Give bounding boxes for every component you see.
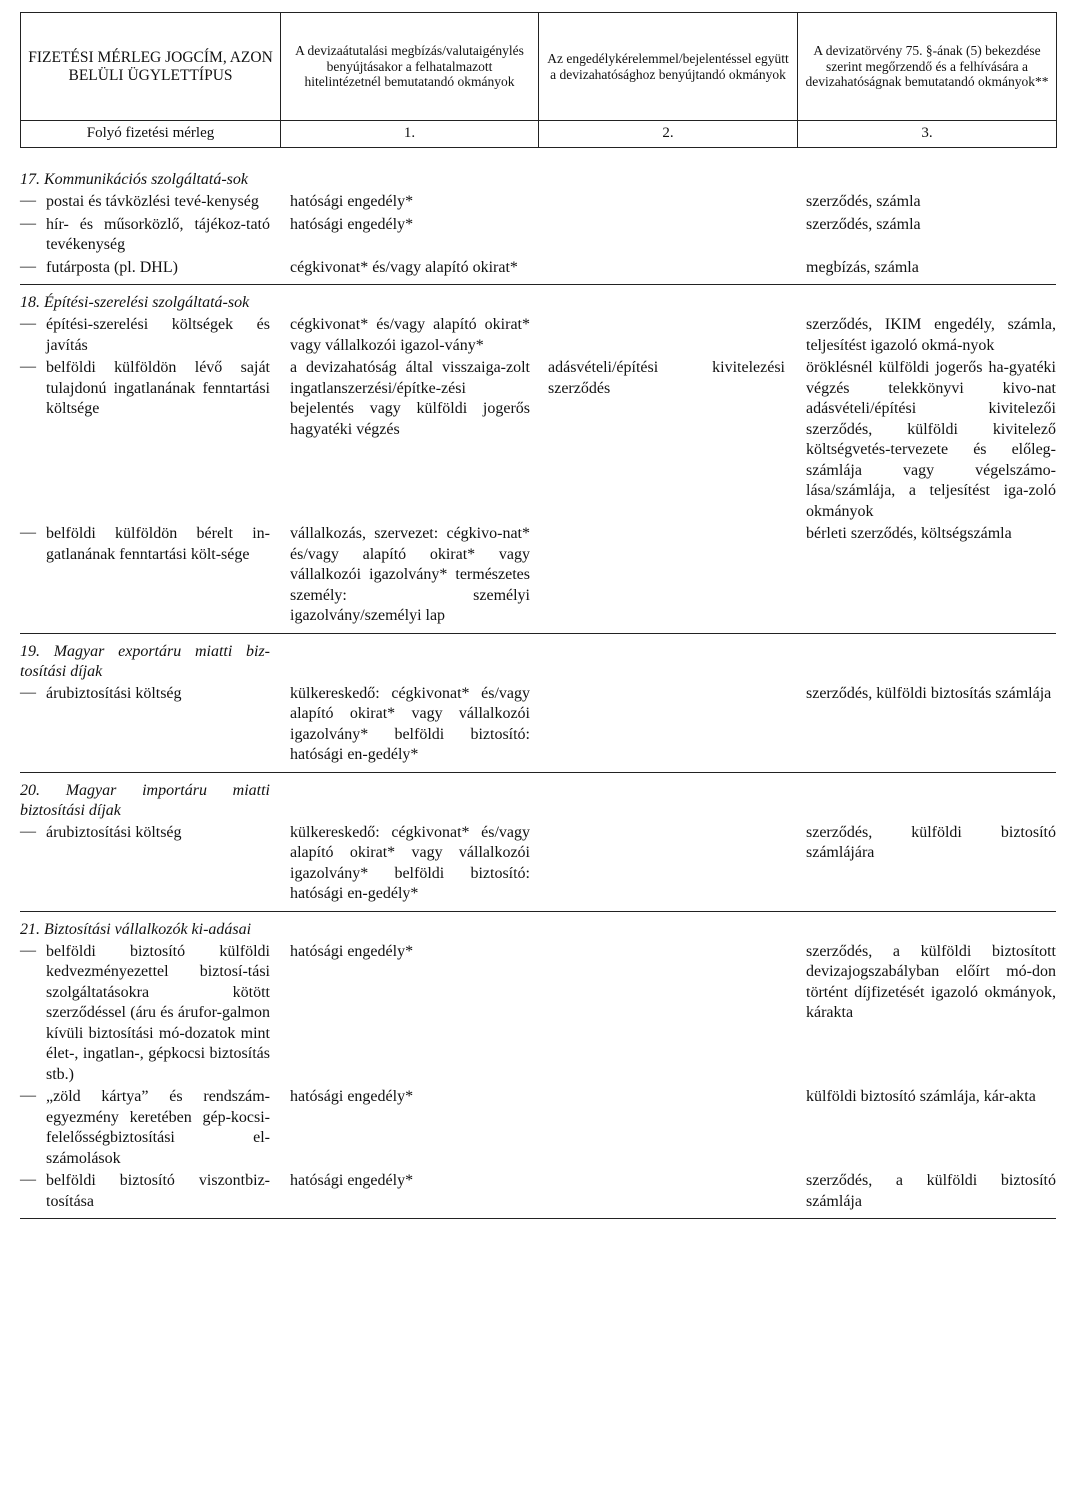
row-label-cell bbox=[20, 258, 270, 279]
row-label-cell bbox=[20, 1171, 270, 1212]
row-label: hír- és műsorközlő, tájékoz-tató tevékenység bbox=[46, 215, 270, 253]
table-row bbox=[20, 1087, 1056, 1169]
row-c3-cell: szerződés, külföldi biztosító számlájára bbox=[806, 823, 1056, 861]
section-title: 20. Magyar importáru miatti biztosítási díjak bbox=[20, 781, 270, 819]
row-label: építési-szerelési költségek és javítás bbox=[46, 316, 270, 354]
row-label: árubiztosítási költség bbox=[46, 684, 182, 702]
row-label: belföldi biztosító külföldi kedvezményezettel biztosí-tási szolgáltatásokra kötött szerződéssel (áru és árufor-galmon kívüli biztosítási mó-dozatok mint élet-, ingatlan-, gépkocsi biztosítás stb.) bbox=[46, 942, 270, 1083]
row-dash: — bbox=[20, 941, 36, 959]
header-col1: A devizaátutalási megbízás/valutaigénylés benyújtásakor a felhatalmazott hitelintézetnél bemutatandó okmányok bbox=[281, 13, 539, 121]
row-c3-cell: szerződés, számla bbox=[806, 215, 921, 233]
table-row bbox=[20, 942, 1056, 1086]
row-c1-cell: cégkivonat* és/vagy alapító okirat* vagy vállalkozói igazol-vány* bbox=[290, 316, 530, 354]
row-label: árubiztosítási költség bbox=[46, 823, 182, 841]
header-col3: A devizatörvény 75. §-ának (5) bekezdése szerint megőrzendő és a felhívására a devizahatóságnak bemutatandó okmányok** bbox=[798, 13, 1057, 121]
row-c1-cell: a devizahatóság által visszaiga-zolt ingatlanszerzési/építke-zési bejelentés vagy külföldi jogerős hagyatéki végzés bbox=[290, 359, 530, 438]
table-row bbox=[20, 1171, 1056, 1212]
row-c3-cell: szerződés, a külföldi biztosító számlája bbox=[806, 1172, 1056, 1210]
table-row bbox=[20, 524, 1056, 627]
row-c1-cell: vállalkozás, szervezet: cégkivo-nat* és/vagy alapító okirat* vagy vállalkozói igazolvány* természetes személy: személyi igazolvány/személyi lap bbox=[290, 525, 530, 624]
row-c3-cell: szerződés, a külföldi biztosított devizajogszabályban előírt mó-don történt díjfizetését igazoló okmányok, kárakta bbox=[806, 942, 1056, 1021]
row-dash: — bbox=[20, 358, 36, 375]
row-c1-cell: hatósági engedély* bbox=[290, 942, 414, 960]
row-c3-cell: szerződés, számla bbox=[806, 193, 921, 210]
section-title: 21. Biztosítási vállalkozók ki-adásai bbox=[20, 920, 252, 938]
header-col2: Az engedélykérelemmel/bejelentéssel együtt a devizahatósághoz benyújtandó okmányok bbox=[539, 13, 798, 121]
row-c1-cell: hatósági engedély* bbox=[290, 215, 414, 233]
row-c1-cell: hatósági engedély* bbox=[290, 193, 414, 210]
section-title: 17. Kommunikációs szolgáltatá-sok bbox=[20, 171, 248, 188]
row-c3-cell: szerződés, külföldi biztosítás számlája bbox=[806, 684, 1052, 702]
table-row bbox=[20, 823, 1056, 905]
row-dash: — bbox=[20, 524, 36, 541]
row-label: futárposta (pl. DHL) bbox=[46, 258, 178, 276]
row-c1-cell: cégkivonat* és/vagy alapító okirat* bbox=[290, 258, 518, 276]
row-c1-cell: hatósági engedély* bbox=[290, 1088, 414, 1105]
row-label-cell bbox=[20, 215, 270, 256]
document-page bbox=[20, 12, 1056, 1219]
section bbox=[20, 285, 1056, 634]
sections-container bbox=[20, 148, 1056, 1219]
header-table bbox=[20, 12, 1057, 148]
row-dash: — bbox=[20, 1087, 36, 1104]
header-sub3: 3. bbox=[798, 121, 1057, 148]
row-label-cell bbox=[20, 823, 270, 844]
row-dash: — bbox=[20, 257, 36, 275]
row-c3-cell: megbízás, számla bbox=[806, 258, 919, 276]
row-dash: — bbox=[20, 214, 36, 232]
header-sub0: Folyó fizetési mérleg bbox=[21, 121, 281, 148]
row-label: belföldi külföldön lévő saját tulajdonú ingatlanának fenntartási költsége bbox=[46, 359, 270, 417]
header-col0: FIZETÉSI MÉRLEG JOGCÍM, AZON BELÜLI ÜGYLETTÍPUS bbox=[21, 13, 281, 121]
table-row bbox=[20, 358, 1056, 522]
header-sub1: 1. bbox=[281, 121, 539, 148]
row-dash: — bbox=[20, 192, 36, 209]
row-c1-cell: külkereskedő: cégkivonat* és/vagy alapító okirat* vagy vállalkozói igazolvány* belföldi biztosító: hatósági en-gedély* bbox=[290, 823, 530, 902]
table-row bbox=[20, 684, 1056, 766]
section bbox=[20, 912, 1056, 1220]
section bbox=[20, 773, 1056, 912]
row-label: belföldi biztosító viszontbiz-tosítása bbox=[46, 1172, 270, 1210]
row-dash: — bbox=[20, 1171, 36, 1188]
row-label-cell bbox=[20, 684, 270, 705]
section bbox=[20, 634, 1056, 773]
row-label-cell bbox=[20, 315, 270, 356]
row-label-cell bbox=[20, 942, 270, 1086]
row-label-cell bbox=[20, 524, 270, 565]
row-c2-cell: adásvételi/építési kivitelezési szerződés bbox=[548, 359, 785, 397]
row-dash: — bbox=[20, 683, 36, 701]
section-title: 19. Magyar exportáru miatti biz-tosítási díjak bbox=[20, 642, 270, 680]
row-label-cell bbox=[20, 1087, 270, 1169]
section-title: 18. Építési-szerelési szolgáltatá-sok bbox=[20, 294, 250, 311]
row-c3-cell: öröklésnél külföldi jogerős ha-gyatéki végzés telekkönyvi kivo-nat adásvételi/építési kivitelezői szerződés, külföldi kivitelező költségvetés-tervezete és előleg-számlája vagy végelszámo-lása/számlája, a teljesítést iga-zoló okmányok bbox=[806, 359, 1056, 520]
section bbox=[20, 148, 1056, 285]
row-dash: — bbox=[20, 315, 36, 332]
table-row bbox=[20, 192, 1056, 213]
row-c3-cell: bérleti szerződés, költségszámla bbox=[806, 525, 1012, 542]
row-label: belföldi külföldön bérelt in-gatlanának fenntartási költ-sége bbox=[46, 525, 270, 563]
row-c1-cell: külkereskedő: cégkivonat* és/vagy alapító okirat* vagy vállalkozói igazolvány* belföldi biztosító: hatósági en-gedély* bbox=[290, 684, 530, 763]
row-label: „zöld kártya” és rendszám-egyezmény keretében gép-kocsi-felelősségbiztosítási el-számolások bbox=[46, 1088, 270, 1167]
row-dash: — bbox=[20, 822, 36, 840]
row-label-cell bbox=[20, 192, 270, 213]
table-row bbox=[20, 258, 1056, 279]
table-row bbox=[20, 315, 1056, 356]
row-label: postai és távközlési tevé-kenység bbox=[46, 193, 259, 210]
header-sub2: 2. bbox=[539, 121, 798, 148]
table-row bbox=[20, 215, 1056, 256]
row-c1-cell: hatósági engedély* bbox=[290, 1172, 414, 1189]
row-c3-cell: szerződés, IKIM engedély, számla, teljesítést igazoló okmá-nyok bbox=[806, 316, 1056, 354]
row-label-cell bbox=[20, 358, 270, 420]
row-c3-cell: külföldi biztosító számlája, kár-akta bbox=[806, 1088, 1036, 1105]
